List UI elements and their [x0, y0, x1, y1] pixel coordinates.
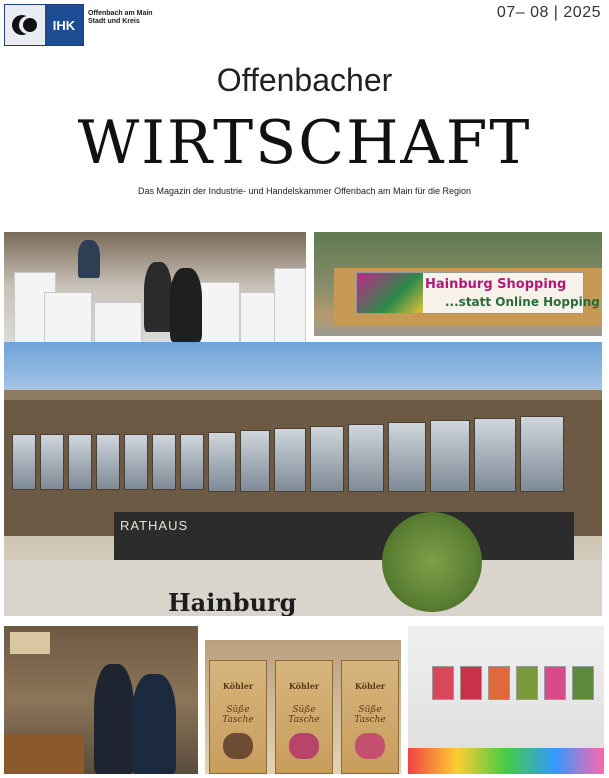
candy-bags-photo [205, 640, 401, 774]
candy-bag [275, 660, 333, 774]
logo-line-2: Stadt und Kreis [88, 18, 140, 25]
bag-product: Süße Tasche [288, 705, 320, 725]
shopping-banner-photo [314, 232, 602, 336]
ihk-emblem-icon [5, 5, 45, 45]
issue-number: 07– 08 | 2025 [496, 4, 601, 21]
ihk-logo-abbr: IHK [45, 5, 83, 45]
bag-brand: Köhler [354, 681, 386, 691]
bag-brand: Köhler [288, 681, 320, 691]
bag-product: Süße Tasche [354, 705, 386, 725]
town-hall-photo [4, 342, 602, 616]
banner-text-line-2: ...statt Online Hopping [445, 295, 600, 309]
magazine-title-big: WIRTSCHAFT [77, 108, 532, 178]
ihk-logo-text [88, 10, 153, 26]
gummy-display-photo [408, 626, 604, 774]
banner-text-line-1: Hainburg Shopping [425, 277, 567, 292]
candy-bag [341, 660, 399, 774]
ihk-logo [4, 4, 84, 46]
town-caption: Hainburg [168, 588, 297, 616]
logo-line-1: Offenbach am Main [88, 10, 153, 17]
candy-bag [209, 660, 267, 774]
bag-brand: Köhler [222, 681, 254, 691]
magazine-subtitle: Das Magazin der Industrie- und Handelskammer Offenbach am Main für die Region [138, 186, 471, 196]
magazine-title-small: Offenbacher [216, 62, 393, 98]
bag-product: Süße Tasche [222, 705, 254, 725]
shopping-banner [356, 272, 600, 314]
town-hall-sign: RATHAUS [120, 518, 189, 533]
restaurant-photo [4, 626, 198, 774]
